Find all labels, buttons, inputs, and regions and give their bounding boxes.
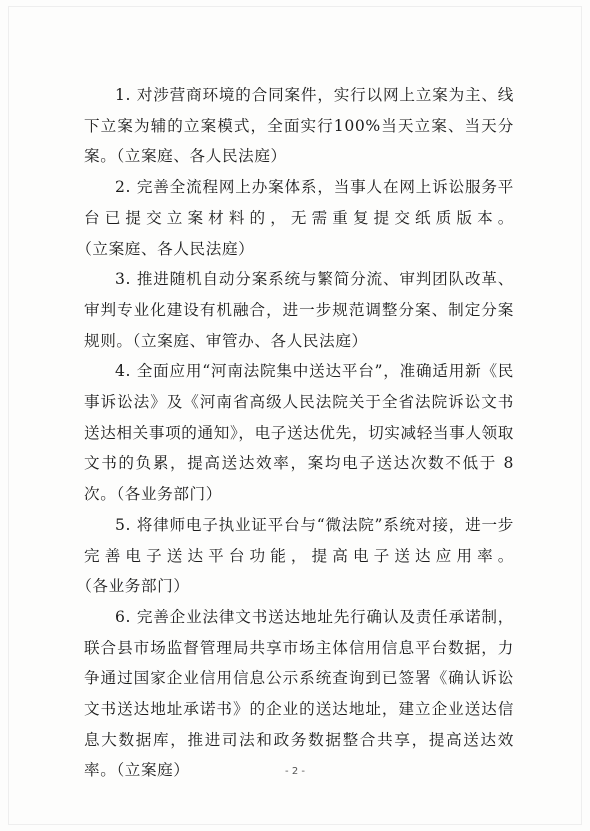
paragraph-text: 6. 完善企业法律文书送达地址先行确认及责任承诺制，联合县市场监督管理局共享市场主体信用信息平台数据，力争通过国家企业信用信息公示系统查询到已签署《确认诉讼文书送达地址承诺书》的企业的送达地址，建立企业送达信息大数据库，推进司法和政务数据整合共享，提高送达效率。 (84, 607, 514, 780)
paragraph-item-2 (84, 172, 514, 264)
responsible-departments: （立案庭、各人民法庭） (116, 147, 287, 166)
paragraph-text: 4. 全面应用“河南法院集中送达平台”，准确适用新《民事诉讼法》及《河南省高级人民法院关于全省法院诉讼文书送达相关事项的通知》，电子送达优先，切实减轻当事人领取文书的负累，提高送达效率，案均电子送达次数不低于 8次。 (84, 362, 514, 504)
paragraph-item-1 (84, 80, 514, 172)
responsible-departments: （立案庭） (116, 761, 190, 780)
paragraph-item-6 (84, 602, 514, 786)
paragraph-text: 3. 推进随机自动分案系统与繁简分流、审判团队改革、审判专业化建设有机融合，进一步规范调整分案、制定分案规则。 (84, 270, 514, 350)
paragraph-text: 1. 对涉营商环境的合同案件，实行以网上立案为主、线下立案为辅的立案模式，全面实行100%当天立案、当天分案。 (84, 86, 514, 166)
responsible-departments: （立案庭、各人民法庭） (84, 239, 255, 258)
responsible-departments: （各业务部门） (116, 485, 222, 504)
page-number: - 2 - (285, 766, 305, 777)
document-body (84, 80, 514, 786)
responsible-departments: （立案庭、审管办、各人民法庭） (132, 331, 368, 350)
paragraph-text: 5. 将律师电子执业证平台与“微法院”系统对接，进一步完善电子送达平台功能，提高电子送达应用率。 (84, 515, 514, 565)
responsible-departments: （各业务部门） (84, 577, 190, 596)
paragraph-item-5 (84, 510, 514, 602)
paragraph-item-3 (84, 264, 514, 356)
paragraph-item-4 (84, 356, 514, 510)
paragraph-text: 2. 完善全流程网上办案体系，当事人在网上诉讼服务平台已提交立案材料的，无需重复提交纸质版本。 (84, 178, 514, 227)
